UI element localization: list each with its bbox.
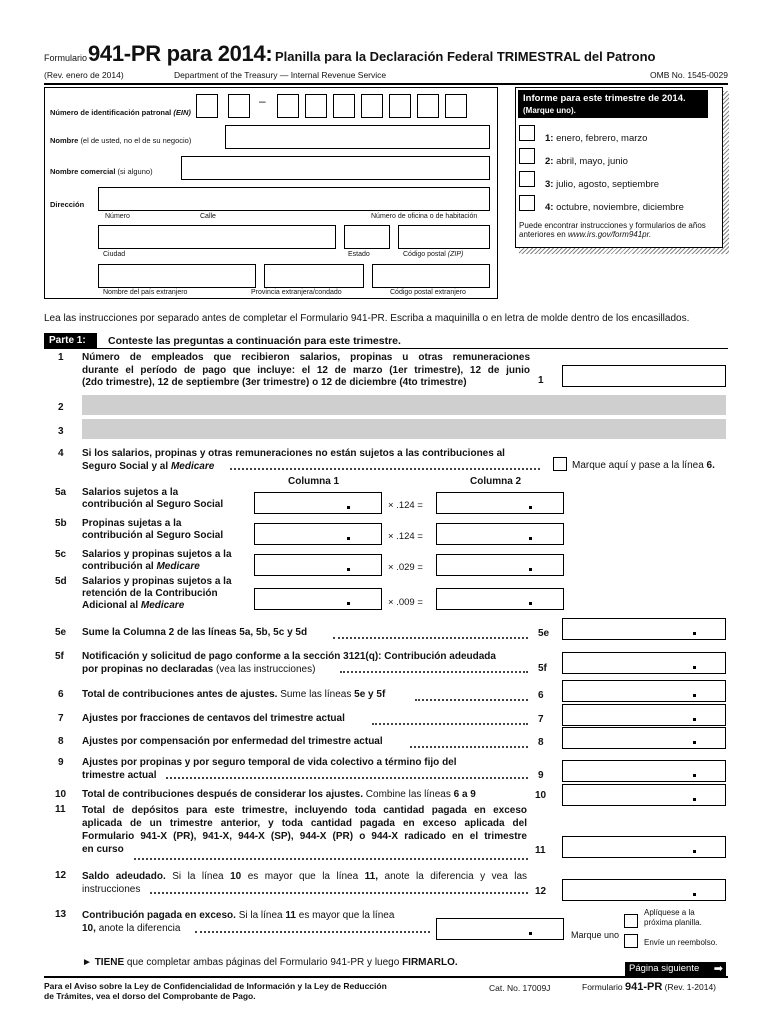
nombre-field[interactable] — [225, 125, 490, 149]
revision-date: (Rev. enero de 2014) — [44, 70, 124, 80]
oficina-caption: Número de oficina o de habitación — [371, 213, 478, 220]
column-1-header: Columna 1 — [288, 476, 340, 487]
ein-digit-8[interactable] — [417, 94, 439, 118]
line-13-input[interactable] — [436, 918, 564, 940]
line-6-number: 6 — [58, 689, 64, 700]
privacy-notice: Para el Aviso sobre la Ley de Confidencialidad de Información y la Ley de Reducción de Trámites, vea el dorso del Comprobante de Pago. — [44, 981, 387, 1001]
decimal-point — [693, 718, 696, 721]
quarter-note: Puede encontrar instrucciones y formularios de años anteriores en www.irs.gov/form941pr. — [519, 221, 706, 239]
line-9-number: 9 — [58, 757, 64, 768]
quarter-3-checkbox[interactable] — [519, 171, 535, 187]
line-5b-number: 5b — [55, 518, 67, 529]
line-4-leader — [230, 468, 540, 470]
line-1-text: Número de empleados que recibieron salarios, propinas u otras remuneraciones durante el período de pago que incluye: el 12 de marzo (1er trimestre), 12 de junio (2do trimestre), 12 de septiembre (3er trimestre) o 12 de diciembre (4to trimestre) — [82, 352, 530, 388]
quarter-section — [515, 87, 723, 248]
line-2-shaded — [82, 395, 726, 415]
line-1-box-label: 1 — [538, 375, 544, 386]
line-2-number: 2 — [58, 402, 64, 413]
quarter-marque: (Marque uno). — [523, 106, 576, 115]
line-1-number: 1 — [58, 352, 64, 363]
line-5e-leader — [333, 637, 528, 639]
ein-label: Número de identificación patronal (EIN) — [50, 108, 191, 117]
direccion-label: Dirección — [50, 200, 85, 209]
formulario-label: Formulario — [44, 53, 88, 63]
form-header — [44, 40, 728, 84]
estado-caption: Estado — [348, 251, 370, 258]
line-12-number: 12 — [55, 870, 67, 881]
next-page-label: Página siguiente — [629, 963, 700, 974]
quarter-3-label: 3: julio, agosto, septiembre — [545, 179, 660, 190]
line-10-text: Total de contribuciones después de considerar los ajustes. Combine las líneas 6 a 9 — [82, 789, 476, 800]
decimal-point — [693, 798, 696, 801]
part1-header — [44, 333, 728, 349]
line-13-number: 13 — [55, 909, 67, 920]
ein-digit-2[interactable] — [228, 94, 250, 118]
line-9-box-label: 9 — [538, 770, 544, 781]
line-5a-col2-input[interactable] — [436, 492, 564, 514]
column-2-header: Columna 2 — [470, 476, 522, 487]
decimal-point — [347, 602, 350, 605]
decimal-point — [693, 741, 696, 744]
sign-note: ► TIENE que completar ambas páginas del Formulario 941-PR y luego FIRMARLO. — [82, 957, 458, 968]
line-10-number: 10 — [55, 789, 67, 800]
catalog-number: Cat. No. 17009J — [489, 983, 551, 993]
line-7-text: Ajustes por fracciones de centavos del trimestre actual — [82, 713, 345, 724]
ein-digit-9[interactable] — [445, 94, 467, 118]
line-6-leader — [415, 699, 528, 701]
quarter-heading-bar — [518, 90, 708, 118]
pais-caption: Nombre del país extranjero — [103, 289, 188, 296]
line-5b-rate: × .124 = — [388, 531, 423, 542]
quarter-4-checkbox[interactable] — [519, 195, 535, 211]
line-12-text: Saldo adeudado. Si la línea 10 es mayor que la línea 11, anote la diferencia y vea las instrucciones — [82, 871, 528, 895]
line-6-box-label: 6 — [538, 690, 544, 701]
provincia-field[interactable] — [264, 264, 364, 288]
line-8-number: 8 — [58, 736, 64, 747]
line-8-text: Ajustes por compensación por enfermedad del trimestre actual — [82, 736, 383, 747]
quarter-4-label: 4: octubre, noviembre, diciembre — [545, 202, 684, 213]
quarter-1-checkbox[interactable] — [519, 125, 535, 141]
line-5d-col1-input[interactable] — [254, 588, 382, 610]
line-5d-col2-input[interactable] — [436, 588, 564, 610]
line-13-apply-checkbox[interactable] — [624, 914, 638, 928]
decimal-point — [347, 506, 350, 509]
line-5b-col2-input[interactable] — [436, 523, 564, 545]
next-page-button[interactable] — [625, 962, 726, 976]
ein-digit-5[interactable] — [333, 94, 355, 118]
line-5c-col1-input[interactable] — [254, 554, 382, 576]
line-5e-number: 5e — [55, 627, 67, 638]
line-6-input[interactable] — [562, 680, 726, 702]
line-5c-number: 5c — [55, 549, 67, 560]
line-11-text: Total de depósitos para este trimestre, incluyendo toda cantidad pagada en exceso aplicada de un trimestre anterior, y toda cantidad pagada en exceso aplicada del Formulario 941-X (PR), 941-X, 944-X (SP), 944-X (PR) o 944-X radicado en el trimestre en curso — [82, 805, 527, 855]
line-9-input[interactable] — [562, 760, 726, 782]
line-11-number: 11 — [55, 804, 66, 815]
line-5a-number: 5a — [55, 487, 67, 498]
ein-digit-6[interactable] — [361, 94, 383, 118]
estado-field[interactable] — [344, 225, 390, 249]
line-4-text: Si los salarios, propinas y otras remuneraciones no están sujetos a las contribuciones al Seguro Social y al Medicare — [82, 448, 505, 472]
line-5e-text: Sume la Columna 2 de las líneas 5a, 5b, 5c y 5d — [82, 627, 308, 638]
line-5f-text: Notificación y solicitud de pago conforme a la sección 3121(q): Contribución adeudada por propinas no declaradas (vea las instrucciones) — [82, 651, 496, 675]
line-3-number: 3 — [58, 426, 64, 437]
line-13-refund-label: Envíe un reembolso. — [644, 938, 718, 947]
line-13-text: Contribución pagada en exceso. Si la línea 11 es mayor que la línea 10, anote la diferencia — [82, 910, 395, 934]
line-5f-box-label: 5f — [538, 663, 547, 674]
ein-digit-7[interactable] — [389, 94, 411, 118]
line-5a-text: Salarios sujetos a la contribución al Seguro Social — [82, 487, 224, 510]
decimal-point — [529, 537, 532, 540]
line-5e-box-label: 5e — [538, 628, 550, 639]
line-12-input[interactable] — [562, 879, 726, 901]
line-12-leader — [150, 892, 528, 894]
form-title: 941-PR para 2014: — [88, 41, 273, 66]
quarter-heading: Informe para este trimestre de 2014. — [523, 93, 686, 104]
line-13-apply-label: Aplíquese a la próxima planilla. — [644, 908, 702, 927]
line-10-box-label: 10 — [535, 790, 547, 801]
decimal-point — [693, 632, 696, 635]
decimal-point — [529, 932, 532, 935]
ciudad-caption: Ciudad — [103, 251, 126, 258]
line-5b-col1-input[interactable] — [254, 523, 382, 545]
line-6-text: Total de contribuciones antes de ajustes. Sume las líneas 5e y 5f — [82, 689, 386, 700]
nombre-label: Nombre (el de usted, no el de su negocio) — [50, 136, 192, 145]
decimal-point — [347, 537, 350, 540]
line-5f-number: 5f — [55, 651, 64, 662]
decimal-point — [347, 568, 350, 571]
header-rule — [44, 83, 728, 85]
decimal-point — [529, 568, 532, 571]
instructions-text: Lea las instrucciones por separado antes de completar el Formulario 941-PR. Escriba a maquinilla o en letra de molde dentro de los encasillados. — [44, 313, 690, 324]
line-7-number: 7 — [58, 713, 64, 724]
line-5a-col1-input[interactable] — [254, 492, 382, 514]
ein-dash: – — [259, 94, 266, 108]
employer-info-section — [44, 87, 498, 299]
numero-caption: Número — [105, 213, 130, 220]
line-5d-text: Salarios y propinas sujetos a la retención de la Contribución Adicional al Medicare — [82, 576, 232, 611]
line-9-text: Ajustes por propinas y por seguro temporal de vida colectivo a término fijo del trimestre actual — [82, 757, 457, 781]
line-5d-rate: × .009 = — [388, 597, 423, 608]
line-7-input[interactable] — [562, 704, 726, 726]
line-11-input[interactable] — [562, 836, 726, 858]
line-13-marque-uno: Marque uno — [571, 930, 620, 940]
line-5c-text: Salarios y propinas sujetos a la contribución al Medicare — [82, 549, 232, 572]
line-7-box-label: 7 — [538, 714, 544, 725]
part1-title: Conteste las preguntas a continuación para este trimestre. — [108, 335, 401, 347]
quarter-1-label: 1: enero, febrero, marzo — [545, 133, 648, 144]
line-5b-text: Propinas sujetas a la contribución al Seguro Social — [82, 518, 224, 541]
line-12-box-label: 12 — [535, 886, 547, 897]
line-5c-rate: × .029 = — [388, 562, 423, 573]
provincia-caption: Provincia extranjera/condado — [251, 289, 342, 296]
part1-label: Parte 1: — [49, 335, 86, 346]
ein-digit-4[interactable] — [305, 94, 327, 118]
decimal-point — [693, 893, 696, 896]
line-5f-leader — [340, 671, 528, 673]
pais-field[interactable] — [98, 264, 256, 288]
line-5e-input[interactable] — [562, 618, 726, 640]
line-5f-input[interactable] — [562, 652, 726, 674]
zip-field[interactable] — [398, 225, 490, 249]
footer-form-id: Formulario 941-PR (Rev. 1-2014) — [582, 981, 717, 993]
line-10-input[interactable] — [562, 784, 726, 806]
calle-caption: Calle — [200, 213, 216, 220]
decimal-point — [693, 694, 696, 697]
line-13-refund-checkbox[interactable] — [624, 934, 638, 948]
quarter-2-checkbox[interactable] — [519, 148, 535, 164]
postal-extranjero-field[interactable] — [372, 264, 490, 288]
nombre-comercial-field[interactable] — [181, 156, 490, 180]
decimal-point — [529, 506, 532, 509]
arrow-right-icon: ► — [82, 957, 92, 968]
nombre-comercial-label: Nombre comercial (si alguno) — [50, 167, 153, 176]
ein-digit-1[interactable] — [196, 94, 218, 118]
line-11-box-label: 11 — [535, 845, 546, 856]
quarter-2-label: 2: abril, mayo, junio — [545, 156, 628, 167]
postal-extranjero-caption: Código postal extranjero — [390, 289, 466, 296]
department-label: Department of the Treasury — Internal Revenue Service — [174, 70, 387, 80]
line-8-leader — [410, 746, 528, 748]
ciudad-field[interactable] — [98, 225, 336, 249]
decimal-point — [693, 774, 696, 777]
line-5c-col2-input[interactable] — [436, 554, 564, 576]
line-8-box-label: 8 — [538, 737, 544, 748]
line-13-leader — [195, 931, 430, 933]
line-4-check-label: Marque aquí y pase a la línea 6. — [572, 460, 715, 471]
line-4-number: 4 — [58, 448, 64, 459]
line-11-leader — [134, 858, 528, 860]
zip-caption: Código postal (ZIP) — [403, 251, 464, 258]
line-9-leader — [166, 777, 528, 779]
arrow-right-icon: ➡ — [713, 963, 723, 975]
form-subtitle: Planilla para la Declaración Federal TRIMESTRAL del Patrono — [275, 49, 656, 64]
decimal-point — [693, 850, 696, 853]
part1-label-bg — [44, 333, 97, 348]
direccion-field[interactable] — [98, 187, 490, 211]
decimal-point — [529, 602, 532, 605]
footer-rule — [44, 976, 728, 978]
ein-digit-3[interactable] — [277, 94, 299, 118]
line-8-input[interactable] — [562, 727, 726, 749]
line-3-shaded — [82, 419, 726, 439]
line-5d-number: 5d — [55, 576, 67, 587]
line-5a-rate: × .124 = — [388, 500, 423, 511]
omb-number: OMB No. 1545-0029 — [650, 70, 728, 80]
line-1-input[interactable] — [562, 365, 726, 387]
line-7-leader — [372, 723, 528, 725]
line-4-checkbox[interactable] — [553, 457, 567, 471]
decimal-point — [693, 666, 696, 669]
